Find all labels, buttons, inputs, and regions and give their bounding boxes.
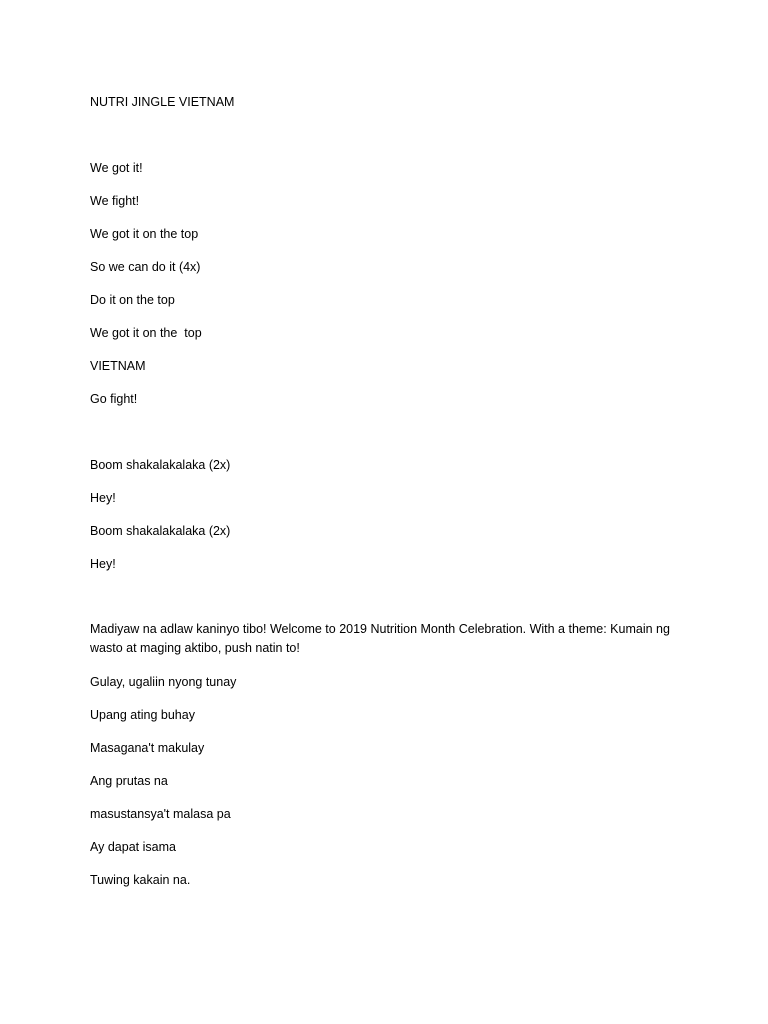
lyric-line: Ay dapat isama xyxy=(90,840,176,854)
lyric-line: Do it on the top xyxy=(90,293,175,307)
lyric-line: Tuwing kakain na. xyxy=(90,873,191,887)
chorus-line: Hey! xyxy=(90,557,116,571)
lyric-line: Go fight! xyxy=(90,392,138,406)
lyric-line: We fight! xyxy=(90,194,140,208)
lyric-line: masustansya't malasa pa xyxy=(90,807,231,821)
lyric-line: We got it on the top xyxy=(90,227,199,241)
lyric-line: So we can do it (4x) xyxy=(90,260,201,274)
lyric-line: Masagana't makulay xyxy=(90,741,205,755)
lyric-line: VIETNAM xyxy=(90,359,146,373)
document-title: NUTRI JINGLE VIETNAM xyxy=(90,95,235,109)
lyric-line: Gulay, ugaliin nyong tunay xyxy=(90,675,237,689)
lyric-line: We got it! xyxy=(90,161,143,175)
chorus-line: Boom shakalakalaka (2x) xyxy=(90,458,231,472)
lyric-line: Upang ating buhay xyxy=(90,708,195,722)
intro-paragraph: Madiyaw na adlaw kaninyo tibo! Welcome to 2019 Nutrition Month Celebration. With a theme: Kumain ng wasto at maging aktibo, push natin to! xyxy=(90,622,670,655)
chorus-line: Boom shakalakalaka (2x) xyxy=(90,524,231,538)
lyric-line: Ang prutas na xyxy=(90,774,168,788)
chorus-line: Hey! xyxy=(90,491,116,505)
lyric-line: We got it on the top xyxy=(90,326,202,340)
